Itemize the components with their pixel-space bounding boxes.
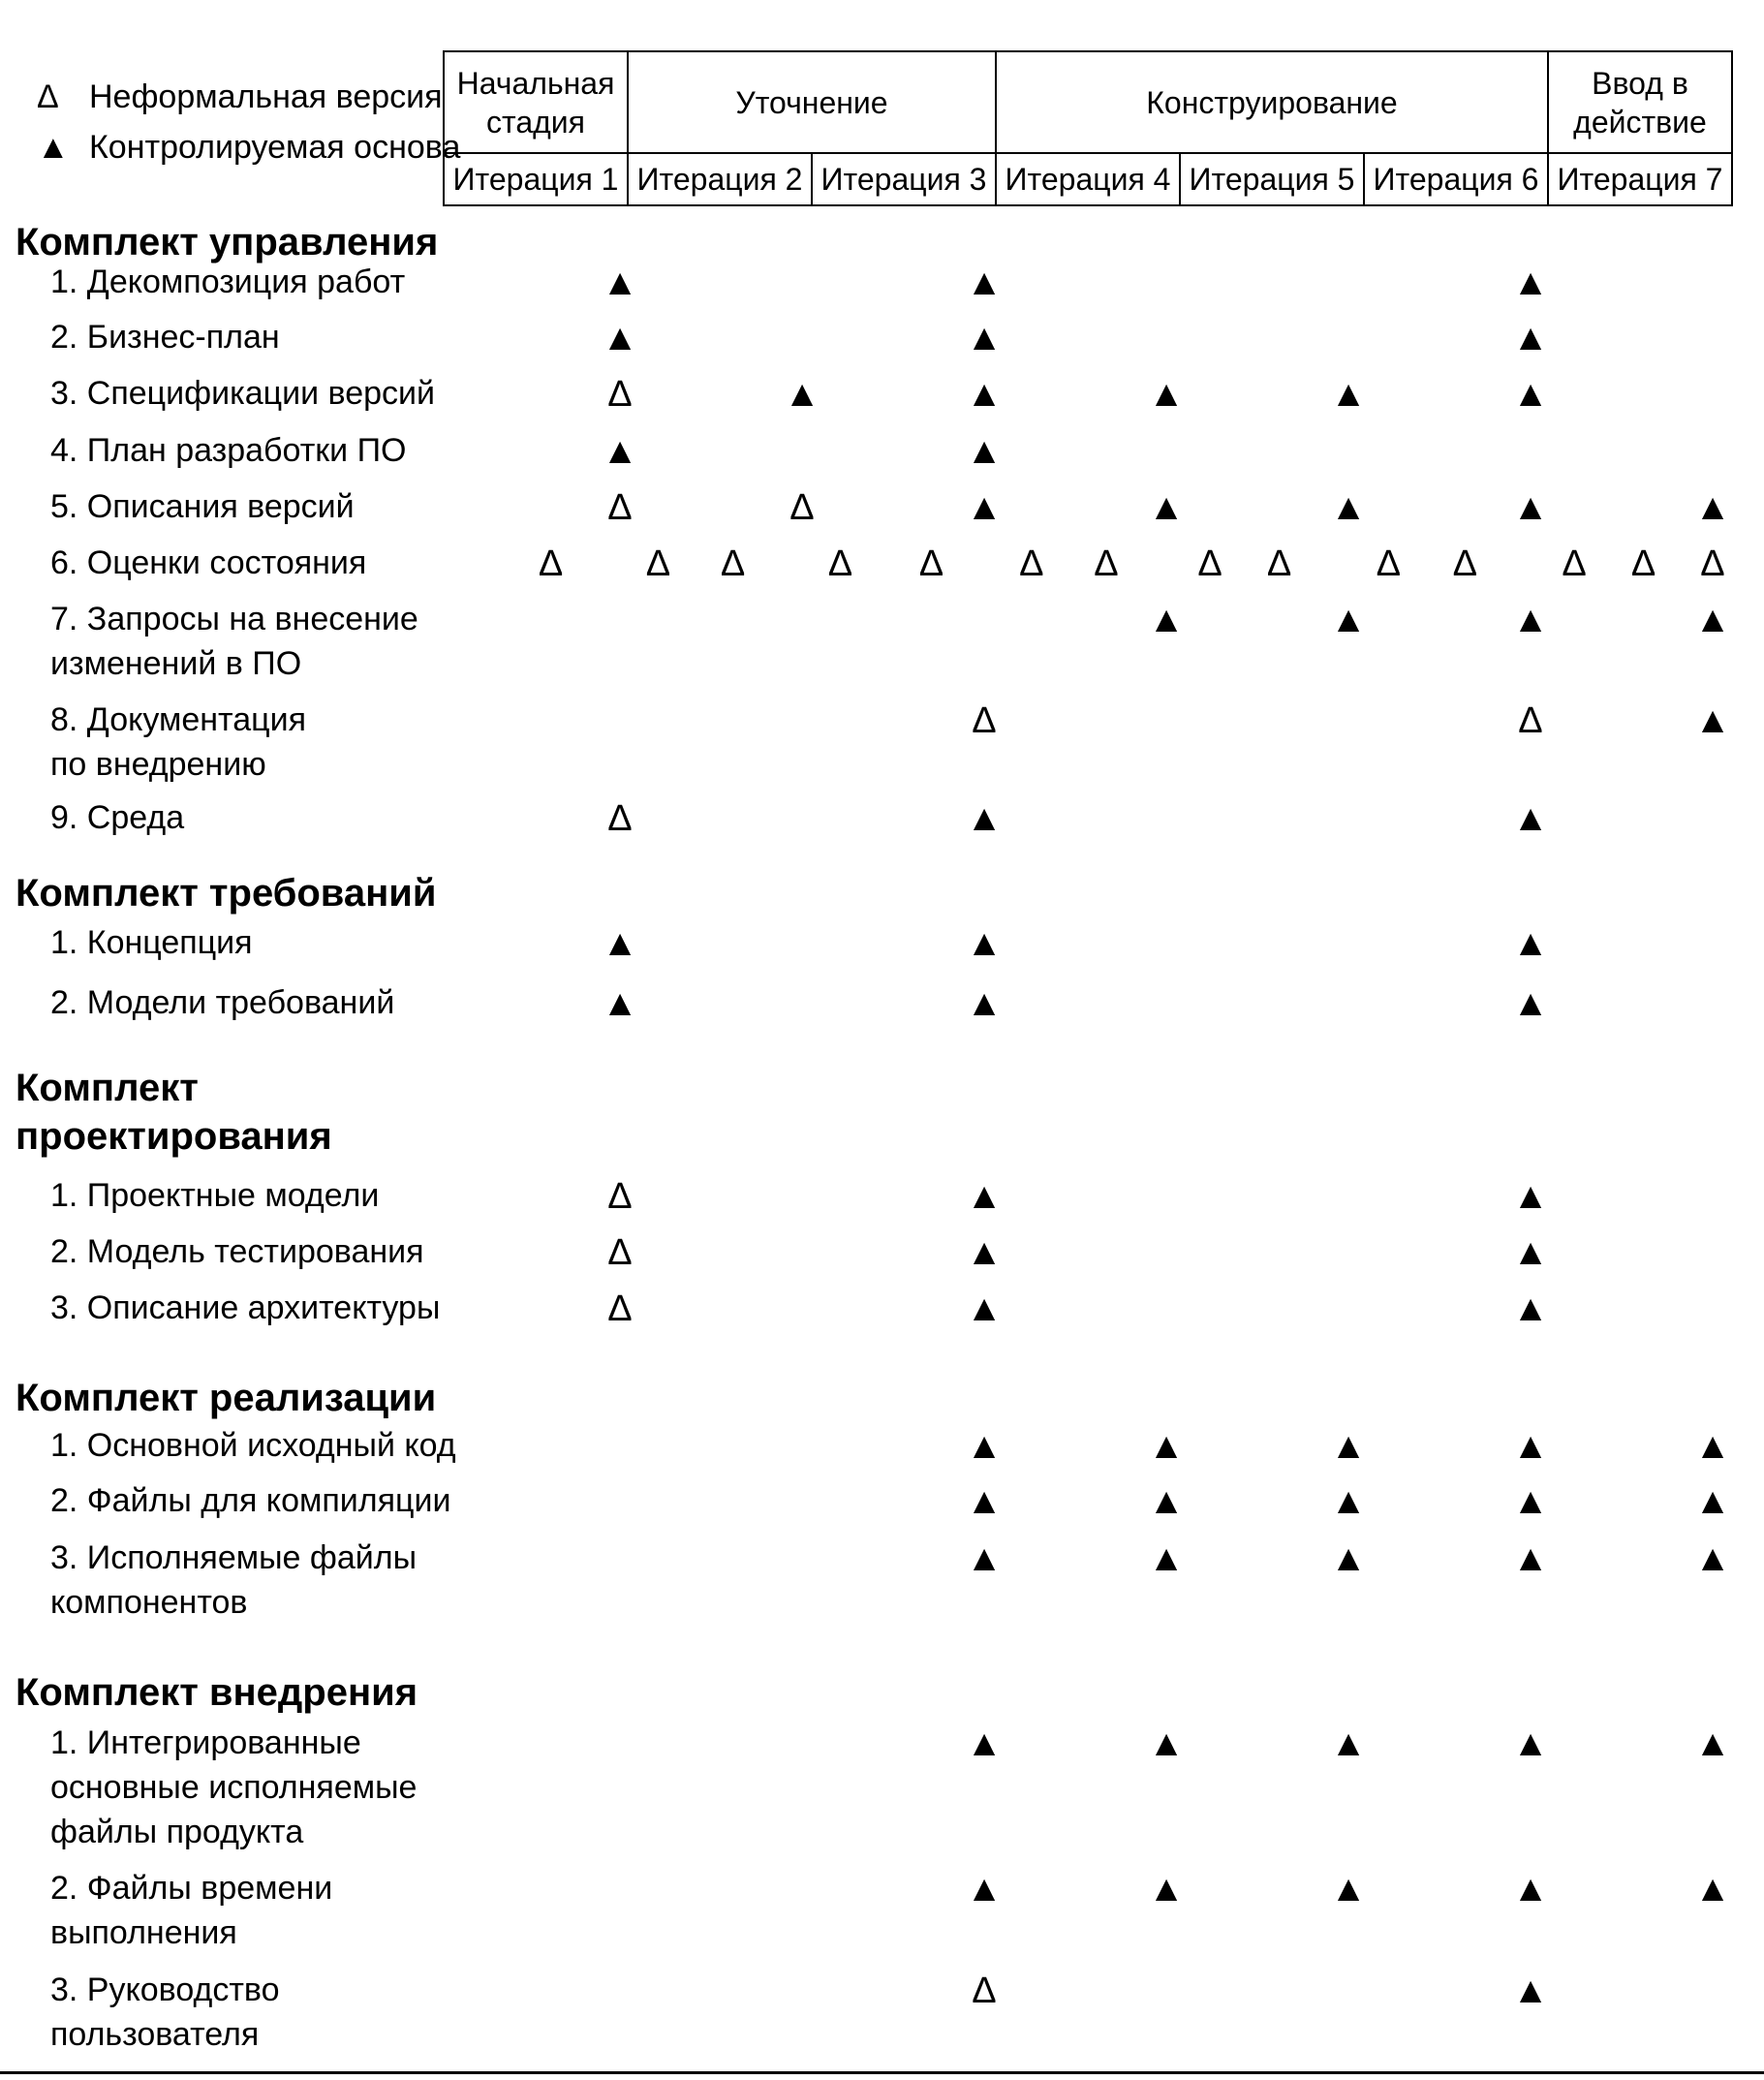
controlled-baseline-mark-icon: ▲ bbox=[1512, 1869, 1549, 1909]
controlled-baseline-mark-icon: ▲ bbox=[1148, 600, 1185, 640]
controlled-baseline-mark-icon: ▲ bbox=[966, 1176, 1003, 1217]
artifact-label: 3. Спецификации версий bbox=[50, 375, 436, 412]
informal-version-mark-icon: Δ bbox=[1518, 700, 1543, 741]
iteration-6: Итерация 6 bbox=[1364, 153, 1548, 205]
controlled-baseline-mark-icon: ▲ bbox=[1512, 600, 1549, 640]
phase-elaboration: Уточнение bbox=[628, 51, 996, 153]
artifact-label: 2. Модель тестирования bbox=[50, 1233, 424, 1270]
controlled-baseline-mark-icon: ▲ bbox=[1330, 1426, 1367, 1467]
legend-controlled-label: Контролируемая основа bbox=[89, 129, 461, 166]
section-title: Комплект реализации bbox=[15, 1377, 437, 1419]
controlled-baseline-mark-icon: ▲ bbox=[1512, 1538, 1549, 1579]
controlled-baseline-mark-icon: ▲ bbox=[1330, 1723, 1367, 1764]
controlled-baseline-mark-icon: ▲ bbox=[602, 318, 638, 358]
artifact-label: 5. Описания версий bbox=[50, 488, 355, 525]
informal-version-mark-icon: Δ bbox=[1630, 543, 1656, 584]
controlled-baseline-mark-icon: ▲ bbox=[1330, 1869, 1367, 1909]
controlled-baseline-mark-icon: ▲ bbox=[1330, 1481, 1367, 1522]
controlled-baseline-mark-icon: ▲ bbox=[1694, 600, 1731, 640]
controlled-baseline-mark-icon: ▲ bbox=[1694, 1481, 1731, 1522]
informal-version-mark-icon: Δ bbox=[1197, 543, 1222, 584]
controlled-baseline-mark-icon: ▲ bbox=[602, 983, 638, 1024]
controlled-baseline-mark-icon: ▲ bbox=[1512, 1232, 1549, 1273]
controlled-baseline-mark-icon: ▲ bbox=[1512, 263, 1549, 303]
controlled-baseline-mark-icon: ▲ bbox=[1694, 1426, 1731, 1467]
artifact-label: 2. Бизнес-план bbox=[50, 319, 280, 356]
controlled-baseline-mark-icon: ▲ bbox=[1512, 1176, 1549, 1217]
controlled-baseline-mark-icon: ▲ bbox=[966, 1538, 1003, 1579]
informal-version-mark-icon: Δ bbox=[972, 1971, 997, 2011]
informal-version-mark-icon: Δ bbox=[607, 374, 633, 415]
controlled-baseline-mark-icon: ▲ bbox=[1148, 1481, 1185, 1522]
controlled-baseline-mark-icon: ▲ bbox=[1512, 374, 1549, 415]
controlled-baseline-mark-icon: ▲ bbox=[1148, 1426, 1185, 1467]
iteration-1: Итерация 1 bbox=[444, 153, 628, 205]
phase-transition: Ввод в действие bbox=[1548, 51, 1732, 153]
section-title: Комплект проектирования bbox=[15, 1067, 332, 1158]
controlled-baseline-mark-icon: ▲ bbox=[1694, 1538, 1731, 1579]
informal-version-mark-icon: Δ bbox=[918, 543, 944, 584]
controlled-baseline-mark-icon: ▲ bbox=[1148, 374, 1185, 415]
informal-version-mark-icon: Δ bbox=[1266, 543, 1292, 584]
informal-version-mark-icon: Δ bbox=[1376, 543, 1402, 584]
controlled-baseline-mark-icon: ▲ bbox=[784, 374, 820, 415]
controlled-baseline-mark-icon: ▲ bbox=[1512, 1481, 1549, 1522]
controlled-baseline-mark-icon: ▲ bbox=[602, 263, 638, 303]
controlled-baseline-mark-icon: ▲ bbox=[966, 923, 1003, 964]
controlled-baseline-mark-icon: ▲ bbox=[1512, 1426, 1549, 1467]
informal-version-mark-icon: Δ bbox=[789, 487, 815, 528]
controlled-baseline-mark-icon: ▲ bbox=[966, 318, 1003, 358]
artifact-label: 1. Основной исходный код bbox=[50, 1427, 456, 1464]
controlled-baseline-mark-icon: ▲ bbox=[1512, 983, 1549, 1024]
phase-inception: Начальная стадия bbox=[444, 51, 628, 153]
controlled-baseline-mark-icon: ▲ bbox=[966, 1232, 1003, 1273]
controlled-baseline-mark-icon: ▲ bbox=[1330, 487, 1367, 528]
controlled-baseline-mark-icon: ▲ bbox=[966, 1723, 1003, 1764]
controlled-baseline-mark-icon: ▲ bbox=[966, 374, 1003, 415]
iteration-5: Итерация 5 bbox=[1180, 153, 1364, 205]
controlled-baseline-mark-icon: ▲ bbox=[966, 1481, 1003, 1522]
informal-version-mark-icon: Δ bbox=[607, 798, 633, 839]
controlled-baseline-mark-icon: ▲ bbox=[1330, 1538, 1367, 1579]
artifact-label: 9. Среда bbox=[50, 799, 185, 836]
artifact-label: 2. Файлы времени выполнения bbox=[50, 1870, 333, 1951]
informal-version-mark-icon: Δ bbox=[827, 543, 853, 584]
controlled-baseline-mark-icon: ▲ bbox=[1148, 1723, 1185, 1764]
controlled-baseline-mark-icon: ▲ bbox=[1694, 1723, 1731, 1764]
informal-version-mark-icon: Δ bbox=[1562, 543, 1587, 584]
controlled-baseline-mark-icon: ▲ bbox=[966, 798, 1003, 839]
controlled-baseline-mark-icon: ▲ bbox=[966, 1288, 1003, 1329]
artifact-label: 4. План разработки ПО bbox=[50, 432, 407, 469]
artifact-label: 2. Модели требований bbox=[50, 984, 395, 1021]
artifact-label: 1. Проектные модели bbox=[50, 1177, 380, 1214]
informal-version-mark-icon: Δ bbox=[607, 1288, 633, 1329]
informal-triangle-icon: Δ bbox=[37, 78, 59, 115]
controlled-baseline-mark-icon: ▲ bbox=[1512, 923, 1549, 964]
artifact-label: 7. Запросы на внесение изменений в ПО bbox=[50, 601, 418, 682]
informal-version-mark-icon: Δ bbox=[645, 543, 671, 584]
artifact-label: 8. Документация по внедрению bbox=[50, 701, 307, 783]
informal-version-mark-icon: Δ bbox=[720, 543, 746, 584]
controlled-baseline-mark-icon: ▲ bbox=[966, 487, 1003, 528]
controlled-baseline-mark-icon: ▲ bbox=[1330, 374, 1367, 415]
controlled-baseline-mark-icon: ▲ bbox=[966, 431, 1003, 472]
controlled-triangle-icon: ▲ bbox=[37, 129, 70, 166]
artifact-label: 1. Декомпозиция работ bbox=[50, 264, 406, 300]
artifact-label: 2. Файлы для компиляции bbox=[50, 1482, 451, 1519]
informal-version-mark-icon: Δ bbox=[1452, 543, 1478, 584]
controlled-baseline-mark-icon: ▲ bbox=[966, 983, 1003, 1024]
controlled-baseline-mark-icon: ▲ bbox=[966, 1869, 1003, 1909]
iteration-3: Итерация 3 bbox=[812, 153, 996, 205]
informal-version-mark-icon: Δ bbox=[1019, 543, 1044, 584]
iteration-7: Итерация 7 bbox=[1548, 153, 1732, 205]
controlled-baseline-mark-icon: ▲ bbox=[602, 923, 638, 964]
controlled-baseline-mark-icon: ▲ bbox=[966, 263, 1003, 303]
section-title: Комплект управления bbox=[15, 221, 439, 264]
informal-version-mark-icon: Δ bbox=[972, 700, 997, 741]
informal-version-mark-icon: Δ bbox=[607, 1176, 633, 1217]
controlled-baseline-mark-icon: ▲ bbox=[1512, 798, 1549, 839]
legend-informal-label: Неформальная версия bbox=[89, 78, 443, 115]
section-title: Комплект требований bbox=[15, 872, 437, 915]
informal-version-mark-icon: Δ bbox=[607, 487, 633, 528]
informal-version-mark-icon: Δ bbox=[538, 543, 564, 584]
bottom-rule bbox=[0, 2071, 1764, 2074]
phase-construction: Конструирование bbox=[996, 51, 1548, 153]
controlled-baseline-mark-icon: ▲ bbox=[602, 431, 638, 472]
controlled-baseline-mark-icon: ▲ bbox=[1148, 1869, 1185, 1909]
iteration-2: Итерация 2 bbox=[628, 153, 812, 205]
informal-version-mark-icon: Δ bbox=[607, 1232, 633, 1273]
controlled-baseline-mark-icon: ▲ bbox=[1148, 487, 1185, 528]
informal-version-mark-icon: Δ bbox=[1094, 543, 1119, 584]
controlled-baseline-mark-icon: ▲ bbox=[1512, 1288, 1549, 1329]
artifact-label: 3. Руководство пользователя bbox=[50, 1971, 280, 2053]
informal-version-mark-icon: Δ bbox=[1700, 543, 1725, 584]
section-title: Комплект внедрения bbox=[15, 1671, 418, 1714]
artifact-label: 1. Концепция bbox=[50, 924, 253, 961]
artifact-label: 6. Оценки состояния bbox=[50, 544, 367, 581]
artifact-label: 3. Описание архитектуры bbox=[50, 1289, 441, 1326]
controlled-baseline-mark-icon: ▲ bbox=[1512, 487, 1549, 528]
artifact-label: 1. Интегрированные основные исполняемые файлы продукта bbox=[50, 1724, 418, 1850]
iteration-4: Итерация 4 bbox=[996, 153, 1180, 205]
controlled-baseline-mark-icon: ▲ bbox=[1694, 487, 1731, 528]
controlled-baseline-mark-icon: ▲ bbox=[1694, 700, 1731, 741]
controlled-baseline-mark-icon: ▲ bbox=[1330, 600, 1367, 640]
artifact-label: 3. Исполняемые файлы компонентов bbox=[50, 1539, 418, 1621]
controlled-baseline-mark-icon: ▲ bbox=[1512, 318, 1549, 358]
controlled-baseline-mark-icon: ▲ bbox=[1512, 1971, 1549, 2011]
controlled-baseline-mark-icon: ▲ bbox=[1512, 1723, 1549, 1764]
controlled-baseline-mark-icon: ▲ bbox=[1148, 1538, 1185, 1579]
controlled-baseline-mark-icon: ▲ bbox=[966, 1426, 1003, 1467]
controlled-baseline-mark-icon: ▲ bbox=[1694, 1869, 1731, 1909]
